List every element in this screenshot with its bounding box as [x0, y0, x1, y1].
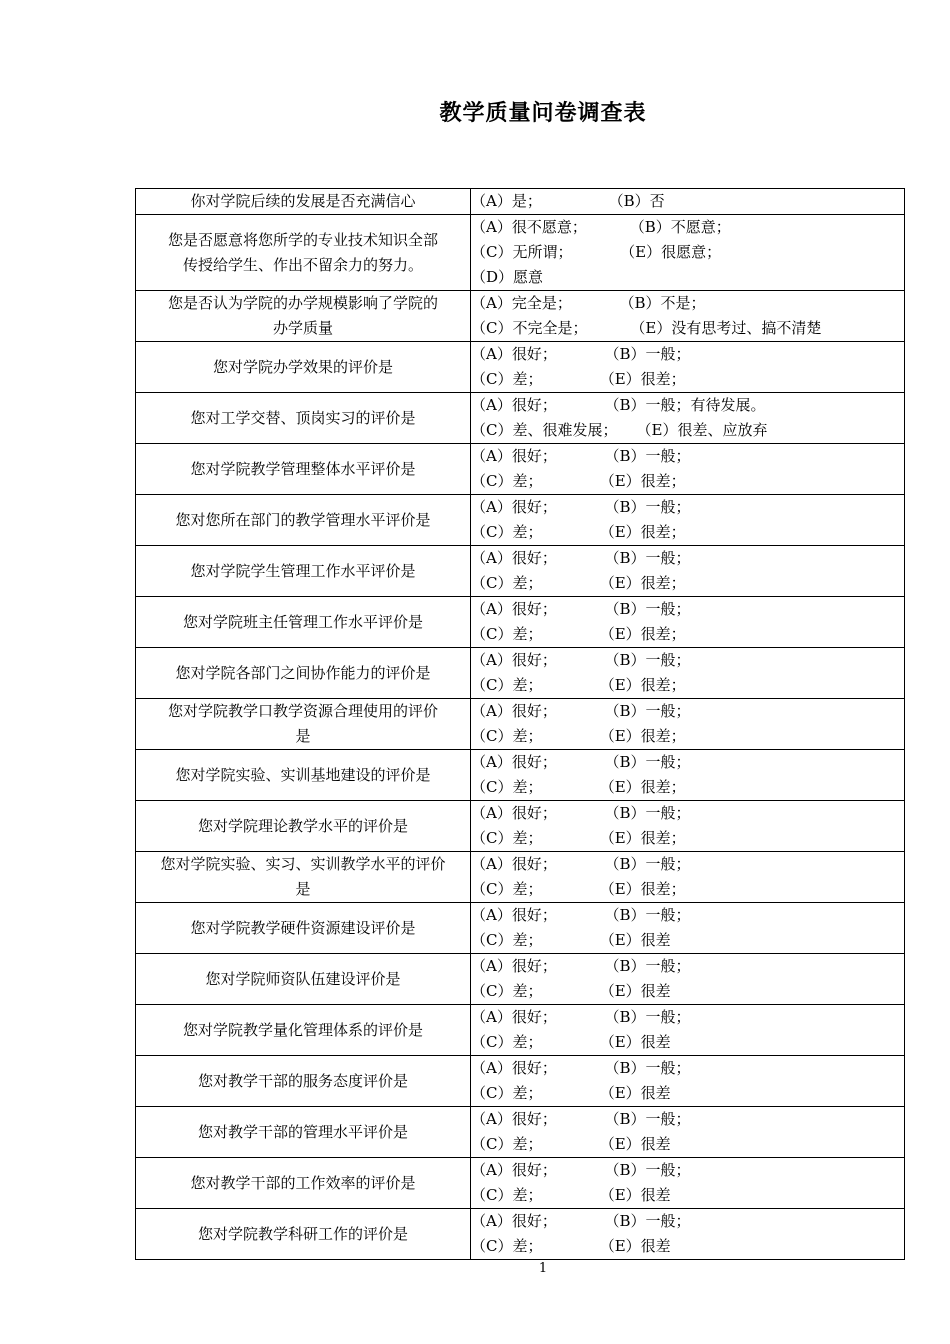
question-cell — [136, 342, 471, 393]
question-text: 您对教学干部的工作效率的评价是 — [190, 1173, 416, 1192]
answer-options-cell — [471, 1209, 905, 1260]
question-cell — [136, 189, 471, 215]
answer-options-cell — [471, 291, 905, 342]
question-cell — [136, 495, 471, 546]
answer-option-line: （C）无所谓； （E）很愿意； — [471, 243, 722, 261]
answer-options-cell — [471, 903, 905, 954]
answer-options-cell — [471, 393, 905, 444]
table-row — [136, 954, 905, 1005]
table-row — [136, 852, 905, 903]
question-text: 您对学院实验、实习、实训教学水平的评价 — [160, 855, 446, 873]
question-cell — [136, 648, 471, 699]
answer-options-cell — [471, 495, 905, 546]
answer-option-line: （A）很好； （B）一般； — [471, 600, 691, 618]
answer-option-line: （C）差； （E）很差； — [471, 778, 686, 796]
answer-options-cell — [471, 648, 905, 699]
answer-option-line: （A）很好； （B）一般； — [471, 447, 691, 465]
answer-options-cell — [471, 342, 905, 393]
answer-options-cell — [471, 444, 905, 495]
table-row — [136, 648, 905, 699]
question-cell — [136, 393, 471, 444]
answer-options-cell — [471, 597, 905, 648]
question-text: 是 — [295, 727, 311, 745]
question-cell — [136, 954, 471, 1005]
question-text: 您是否认为学院的办学规模影响了学院的 — [167, 294, 438, 312]
question-text: 您对学院理论教学水平的评价是 — [197, 816, 408, 835]
question-cell — [136, 1056, 471, 1107]
question-cell — [136, 903, 471, 954]
answer-option-line: （C）差； （E）很差； — [471, 829, 686, 847]
question-cell — [136, 801, 471, 852]
answer-option-line: （A）很好； （B）一般； — [471, 702, 691, 720]
answer-option-line: （C）差； （E）很差 — [471, 982, 671, 1000]
question-text: 您对学院学生管理工作水平评价是 — [190, 561, 416, 580]
question-text: 您对学院实验、实训基地建设的评价是 — [175, 765, 431, 784]
question-text: 您对学院各部门之间协作能力的评价是 — [175, 663, 431, 682]
answer-option-line: （C）差； （E）很差； — [471, 676, 686, 694]
answer-option-line: （C）差； （E）很差 — [471, 1186, 671, 1204]
question-text: 您对学院教学管理整体水平评价是 — [190, 459, 416, 478]
answer-options-cell — [471, 1056, 905, 1107]
question-text: 传授给学生、作出不留余力的努力。 — [182, 255, 423, 274]
question-cell — [136, 852, 471, 903]
question-text: 您对学院教学硬件资源建设评价是 — [190, 918, 416, 937]
answer-option-line: （A）很不愿意； （B）不愿意； — [471, 218, 731, 236]
table-row — [136, 291, 905, 342]
survey-table — [135, 188, 905, 1260]
table-row — [136, 342, 905, 393]
answer-option-line: （C）差； （E）很差； — [471, 625, 686, 643]
question-text: 您对教学干部的管理水平评价是 — [197, 1122, 408, 1141]
answer-option-line: （C）差； （E）很差 — [471, 931, 671, 949]
question-cell — [136, 1005, 471, 1056]
question-text: 您对教学干部的服务态度评价是 — [197, 1071, 408, 1090]
answer-option-line: （A）很好； （B）一般； — [471, 1008, 691, 1026]
question-cell — [136, 699, 471, 750]
table-row — [136, 597, 905, 648]
question-text: 您对学院教学口教学资源合理使用的评价 — [167, 702, 438, 720]
answer-option-line: （C）差； （E）很差 — [471, 1084, 671, 1102]
answer-option-line: （A）很好； （B）一般； — [471, 957, 691, 975]
answer-option-line: （C）差； （E）很差； — [471, 523, 686, 541]
answer-option-line: （C）差； （E）很差 — [471, 1033, 671, 1051]
answer-option-line: （C）差、很难发展； （E）很差、应放弃 — [471, 421, 768, 439]
survey-table-body — [136, 189, 905, 1260]
question-text: 您对学院办学效果的评价是 — [212, 357, 393, 376]
answer-option-line: （A）很好； （B）一般； — [471, 906, 691, 924]
answer-option-line: （C）差； （E）很差； — [471, 370, 686, 388]
answer-options-cell — [471, 699, 905, 750]
answer-option-line: （A）很好； （B）一般； — [471, 855, 691, 873]
question-cell — [136, 597, 471, 648]
question-cell — [136, 444, 471, 495]
answer-option-line: （C）差； （E）很差 — [471, 1135, 671, 1153]
answer-option-line: （A）很好； （B）一般；有待发展。 — [471, 396, 766, 414]
question-cell — [136, 1158, 471, 1209]
answer-options-cell — [471, 801, 905, 852]
answer-options-cell — [471, 189, 905, 215]
answer-option-line: （A）很好； （B）一般； — [471, 804, 691, 822]
question-text: 办学质量 — [272, 319, 333, 337]
table-row — [136, 699, 905, 750]
question-text: 是 — [295, 880, 311, 898]
answer-option-line: （C）差； （E）很差； — [471, 472, 686, 490]
answer-option-line: （C）不完全是； （E）没有思考过、搞不清楚 — [471, 319, 822, 337]
question-cell — [136, 546, 471, 597]
answer-option-line: （C）差； （E）很差 — [471, 1237, 671, 1255]
question-cell — [136, 1209, 471, 1260]
answer-option-line: （A）很好； （B）一般； — [471, 753, 691, 771]
table-row — [136, 393, 905, 444]
answer-options-cell — [471, 1107, 905, 1158]
table-row — [136, 903, 905, 954]
answer-option-line: （A）很好； （B）一般； — [471, 1059, 691, 1077]
answer-option-line: （A）很好； （B）一般； — [471, 651, 691, 669]
answer-options-cell — [471, 1005, 905, 1056]
answer-options-cell — [471, 852, 905, 903]
answer-options-cell — [471, 954, 905, 1005]
answer-options-cell — [471, 1158, 905, 1209]
question-text: 您对工学交替、顶岗实习的评价是 — [190, 408, 416, 427]
table-row — [136, 750, 905, 801]
answer-option-line: （A）很好； （B）一般； — [471, 1212, 691, 1230]
answer-options-cell — [471, 215, 905, 291]
table-row — [136, 444, 905, 495]
table-row — [136, 1107, 905, 1158]
answer-option-line: （A）很好； （B）一般； — [471, 549, 691, 567]
answer-option-line: （C）差； （E）很差； — [471, 574, 686, 592]
answer-options-cell — [471, 546, 905, 597]
question-text: 您对学院师资队伍建设评价是 — [205, 969, 401, 988]
table-row — [136, 189, 905, 215]
question-text: 你对学院后续的发展是否充满信心 — [190, 192, 416, 210]
question-text: 您对学院教学科研工作的评价是 — [197, 1224, 408, 1243]
question-text: 您是否愿意将您所学的专业技术知识全部 — [167, 230, 438, 249]
table-row — [136, 1158, 905, 1209]
question-text: 您对学院教学量化管理体系的评价是 — [182, 1020, 423, 1039]
answer-option-line: （A）很好； （B）一般； — [471, 498, 691, 516]
answer-option-line: （A）很好； （B）一般； — [471, 345, 691, 363]
table-row — [136, 215, 905, 291]
table-row — [136, 546, 905, 597]
table-row — [136, 1209, 905, 1260]
page-title: 教学质量问卷调查表 — [439, 101, 647, 126]
answer-option-line: （C）差； （E）很差； — [471, 880, 686, 898]
question-cell — [136, 750, 471, 801]
answer-option-line: （A）是； （B）否 — [471, 192, 665, 210]
question-cell — [136, 215, 471, 291]
answer-option-line: （A）完全是； （B）不是； — [471, 294, 706, 312]
table-row — [136, 1005, 905, 1056]
answer-option-line: （D）愿意 — [471, 268, 544, 286]
answer-options-cell — [471, 750, 905, 801]
answer-option-line: （C）差； （E）很差； — [471, 727, 686, 745]
page-number: 1 — [538, 1261, 548, 1276]
question-text: 您对学院班主任管理工作水平评价是 — [182, 612, 423, 631]
question-cell — [136, 291, 471, 342]
question-text: 您对您所在部门的教学管理水平评价是 — [175, 510, 431, 529]
table-row — [136, 801, 905, 852]
question-cell — [136, 1107, 471, 1158]
table-row — [136, 495, 905, 546]
answer-option-line: （A）很好； （B）一般； — [471, 1110, 691, 1128]
answer-option-line: （A）很好； （B）一般； — [471, 1161, 691, 1179]
table-row — [136, 1056, 905, 1107]
